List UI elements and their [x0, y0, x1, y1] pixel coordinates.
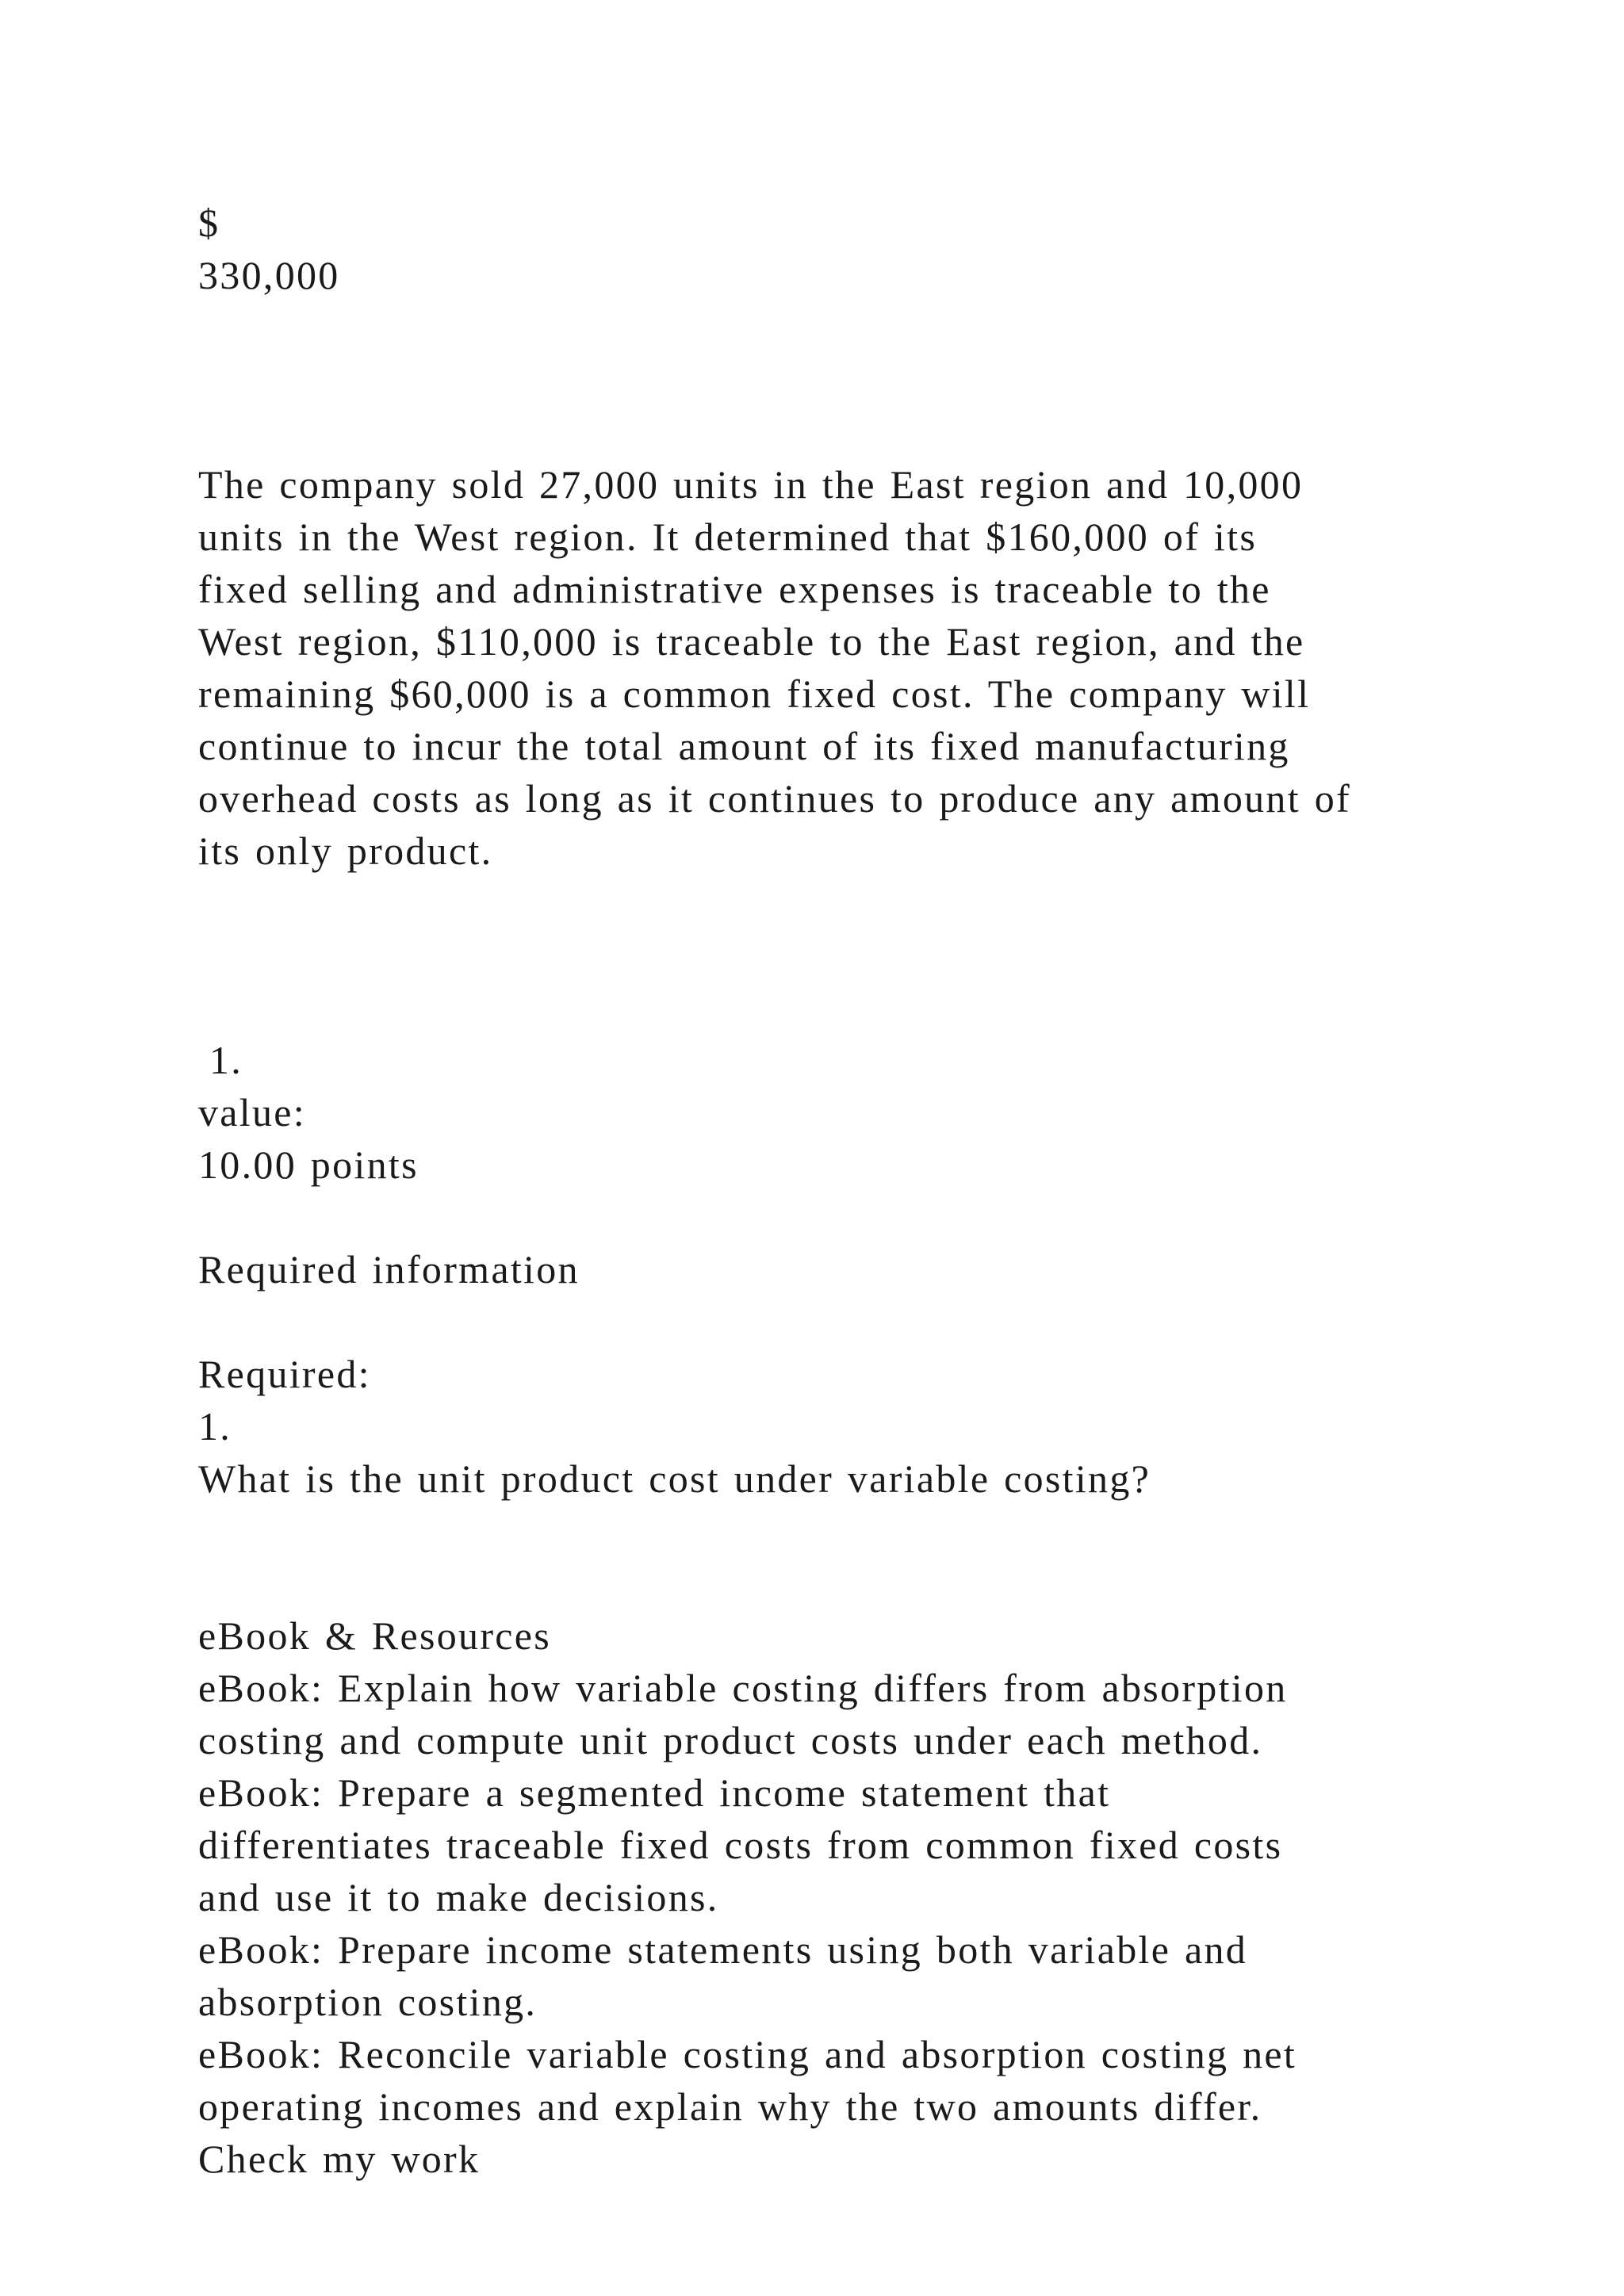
ebook-link-line: and use it to make decisions.: [198, 1875, 719, 1919]
paragraph-line: The company sold 27,000 units in the East region and 10,000: [198, 462, 1304, 507]
paragraph-line: continue to incur the total amount of its fixed manufacturing: [198, 724, 1290, 768]
ebook-link-line: eBook: Explain how variable costing differs from absorption: [198, 1666, 1288, 1710]
points-value: 10.00 points: [198, 1142, 419, 1187]
ebook-link-segmented-income[interactable]: [198, 1766, 1435, 1923]
ebook-link-reconcile[interactable]: [198, 2028, 1435, 2133]
ebook-link-line: eBook: Prepare income statements using both variable and: [198, 1927, 1248, 1972]
currency-symbol: $: [198, 201, 220, 245]
check-my-work-button[interactable]: Check my work: [198, 2137, 481, 2181]
paragraph-line: remaining $60,000 is a common fixed cost. The company will: [198, 672, 1311, 716]
value-label: value:: [198, 1090, 306, 1135]
ebook-link-line: eBook: Reconcile variable costing and absorption costing net: [198, 2032, 1297, 2076]
spacer: [198, 877, 1435, 1034]
ebook-link-income-statements[interactable]: [198, 1923, 1435, 2028]
resources-section: [198, 1609, 1435, 2185]
paragraph-line: West region, $110,000 is traceable to the East region, and the: [198, 619, 1305, 664]
paragraph-line: overhead costs as long as it continues to produce any amount of: [198, 776, 1351, 821]
required-label: Required:: [198, 1352, 371, 1396]
resources-heading: eBook & Resources: [198, 1613, 552, 1658]
ebook-link-variable-costing[interactable]: [198, 1662, 1435, 1766]
question-block: [198, 1034, 1435, 1505]
required-number: 1.: [198, 1404, 232, 1448]
paragraph-line: units in the West region. It determined that $160,000 of its: [198, 515, 1258, 559]
paragraph-line: its only product.: [198, 828, 493, 873]
amount-value: 330,000: [198, 253, 340, 297]
spacer: [198, 1191, 1435, 1243]
required-information-label: Required information: [198, 1247, 580, 1292]
question-number: 1.: [209, 1038, 243, 1082]
ebook-link-line: operating incomes and explain why the two amounts differ.: [198, 2084, 1262, 2129]
ebook-link-line: absorption costing.: [198, 1980, 538, 2024]
ebook-link-line: costing and compute unit product costs under each method.: [198, 1718, 1263, 1762]
spacer: [198, 1295, 1435, 1348]
document-page: [198, 197, 1435, 2185]
spacer: [198, 301, 1435, 458]
spacer: [198, 1505, 1435, 1609]
problem-paragraph: [198, 458, 1435, 877]
question-prompt: What is the unit product cost under variable costing?: [198, 1456, 1151, 1501]
paragraph-line: fixed selling and administrative expenses is traceable to the: [198, 567, 1271, 611]
ebook-link-line: differentiates traceable fixed costs from common fixed costs: [198, 1823, 1283, 1867]
ebook-link-line: eBook: Prepare a segmented income statement that: [198, 1770, 1111, 1815]
